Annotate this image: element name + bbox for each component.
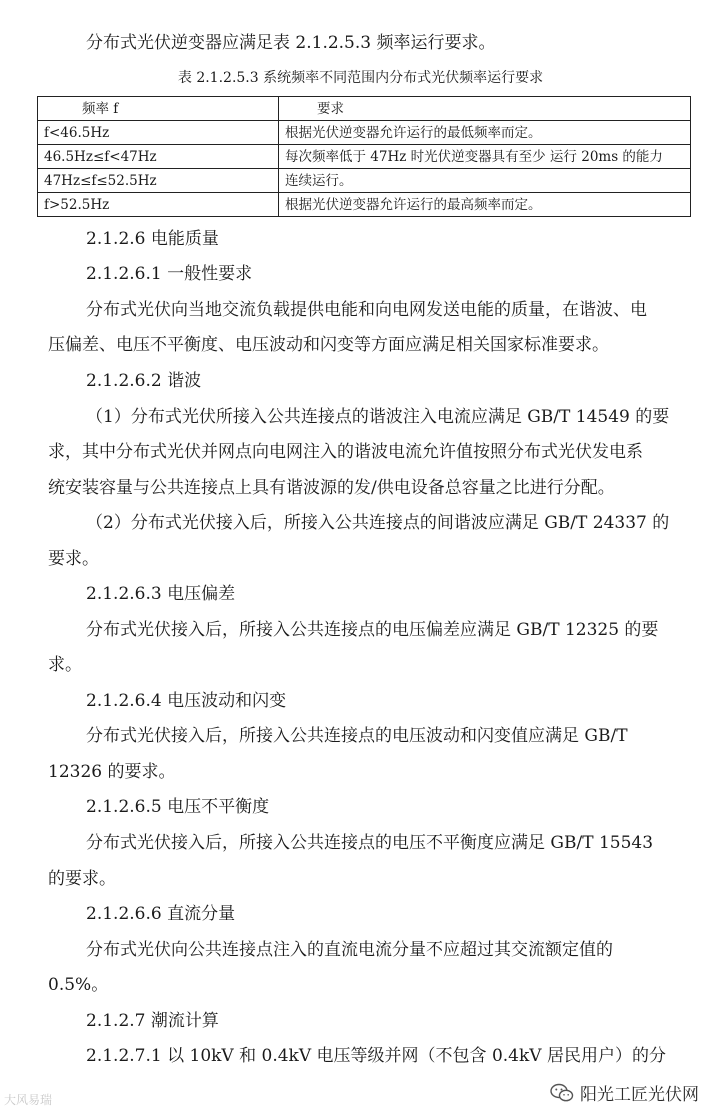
table-row	[38, 121, 691, 145]
paragraph-line: 2.1.2.7.1 以 10kV 和 0.4kV 电压等级并网（不包含 0.4kV 居民用户）的分	[86, 1046, 666, 1066]
frequency-cell: 46.5Hz≤f<47Hz	[38, 145, 279, 169]
paragraph-line: （1）分布式光伏所接入公共连接点的谐波注入电流应满足 GB/T 14549 的要	[86, 407, 670, 427]
table-row	[38, 193, 691, 217]
paragraph-line: 分布式光伏接入后，所接入公共连接点的电压波动和闪变值应满足 GB/T	[86, 726, 628, 746]
paragraph-line: 分布式光伏接入后，所接入公共连接点的电压偏差应满足 GB/T 12325 的要	[86, 620, 659, 640]
paragraph-line: 统安装容量与公共连接点上具有谐波源的发/供电设备总容量之比进行分配。	[48, 478, 615, 498]
section-heading: 2.1.2.6.1 一般性要求	[86, 264, 253, 284]
wechat-icon	[550, 1083, 574, 1103]
paragraph-line: 求。	[48, 655, 82, 675]
paragraph-line: 要求。	[48, 549, 99, 569]
frequency-cell: f>52.5Hz	[38, 193, 279, 217]
watermark-left: 大风易瑞	[4, 1093, 53, 1107]
header-requirement: 要求	[279, 97, 691, 121]
requirement-cell: 根据光伏逆变器允许运行的最高频率而定。	[279, 193, 691, 217]
requirement-cell: 根据光伏逆变器允许运行的最低频率而定。	[279, 121, 691, 145]
requirement-cell: 连续运行。	[279, 169, 691, 193]
watermark-right	[550, 1080, 699, 1105]
section-heading: 2.1.2.7 潮流计算	[86, 1011, 219, 1031]
section-heading: 2.1.2.6.6 直流分量	[86, 904, 236, 924]
header-frequency: 频率 f	[38, 97, 279, 121]
paragraph-line: 0.5%。	[48, 975, 109, 995]
paragraph-line: 分布式光伏向当地交流负载提供电能和向电网发送电能的质量，在谐波、电	[86, 300, 647, 320]
section-heading: 2.1.2.6.5 电压不平衡度	[86, 797, 270, 817]
paragraph-line: 求，其中分布式光伏并网点向电网注入的谐波电流允许值按照分布式光伏发电系	[48, 442, 643, 462]
paragraph-line: （2）分布式光伏接入后，所接入公共连接点的间谐波应满足 GB/T 24337 的	[86, 513, 670, 533]
section-heading: 2.1.2.6.3 电压偏差	[86, 584, 236, 604]
requirement-cell: 每次频率低于 47Hz 时光伏逆变器具有至少 运行 20ms 的能力	[279, 145, 691, 169]
watermark-right-text: 阳光工匠光伏网	[580, 1085, 699, 1105]
table-header-row	[38, 97, 691, 121]
paragraph-line: 分布式光伏接入后，所接入公共连接点的电压不平衡度应满足 GB/T 15543	[86, 833, 654, 853]
section-heading: 2.1.2.6.2 谐波	[86, 371, 202, 391]
paragraph-line: 压偏差、电压不平衡度、电压波动和闪变等方面应满足相关国家标准要求。	[48, 335, 609, 355]
paragraph-line: 12326 的要求。	[48, 762, 176, 782]
frequency-cell: 47Hz≤f≤52.5Hz	[38, 169, 279, 193]
section-heading: 2.1.2.6.4 电压波动和闪变	[86, 691, 287, 711]
paragraph-line: 分布式光伏向公共连接点注入的直流电流分量不应超过其交流额定值的	[86, 940, 613, 960]
frequency-cell: f<46.5Hz	[38, 121, 279, 145]
paragraph-line: 的要求。	[48, 869, 116, 889]
frequency-table	[37, 96, 691, 217]
table-row	[38, 145, 691, 169]
table-caption: 表 2.1.2.5.3 系统频率不同范围内分布式光伏频率运行要求	[177, 70, 544, 86]
section-heading: 2.1.2.6 电能质量	[86, 229, 219, 249]
table-row	[38, 169, 691, 193]
intro-text: 分布式光伏逆变器应满足表 2.1.2.5.3 频率运行要求。	[86, 33, 496, 53]
